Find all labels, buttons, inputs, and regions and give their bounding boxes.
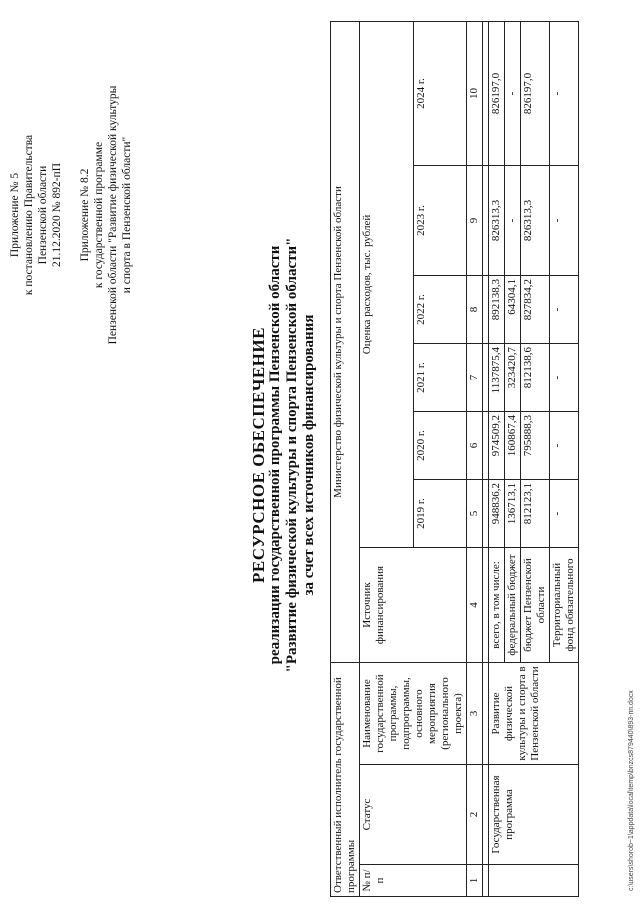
approval-line: Приложение № 5 <box>9 172 21 258</box>
header-status: Статус <box>360 765 467 865</box>
value-cell: 826197,0 <box>521 21 550 165</box>
column-number: 9 <box>467 166 483 276</box>
value-cell: 160867,4 <box>505 412 521 480</box>
value-cell: 795888,3 <box>521 412 550 480</box>
approval-line: Приложение № 8.2 <box>79 168 91 262</box>
value-cell: - <box>550 412 579 480</box>
value-cell: 826313,3 <box>521 166 550 276</box>
value-cell: 812138,6 <box>521 344 550 412</box>
value-cell: - <box>505 21 521 165</box>
value-cell: - <box>550 480 579 548</box>
value-cell: - <box>550 276 579 344</box>
value-cell: 826313,3 <box>489 166 505 276</box>
value-cell: 892138,3 <box>489 276 505 344</box>
value-cell: 323420,7 <box>505 344 521 412</box>
row-name: Развитие физической культуры и спорта в Пензенской области <box>489 663 579 765</box>
approval-line: к государственной программе <box>93 141 105 289</box>
header-num: № п/п <box>360 865 467 897</box>
value-cell: 64304,1 <box>505 276 521 344</box>
value-cell: 974509,2 <box>489 412 505 480</box>
value-cell: 948836,2 <box>489 480 505 548</box>
value-cell: 827834,2 <box>521 276 550 344</box>
value-cell: - <box>550 166 579 276</box>
column-number: 6 <box>467 412 483 480</box>
value-cell: 826197,0 <box>489 21 505 165</box>
year-header: 2022 г. <box>413 276 467 344</box>
source-cell: Территориальный фонд обязательного <box>550 548 579 663</box>
value-cell: - <box>550 21 579 165</box>
value-cell: 812123,1 <box>521 480 550 548</box>
approval-block <box>8 25 134 405</box>
document-title <box>250 65 318 845</box>
header-estimate: Оценка расходов, тыс. рублей <box>360 21 414 547</box>
executor-label: Ответственный исполнитель государственной программы <box>331 663 360 897</box>
title-line: за счет всех источников финансирования <box>301 314 317 596</box>
source-cell: бюджет Пензенской области <box>521 548 550 663</box>
title-line: РЕСУРСНОЕ ОБЕСПЕЧЕНИЕ <box>249 327 268 583</box>
column-number: 3 <box>467 663 483 765</box>
title-line: реализации государственной программы Пензенской области <box>267 245 283 665</box>
approval-line: 21.12.2020 № 892-пП <box>51 163 63 268</box>
column-number: 7 <box>467 344 483 412</box>
value-cell: - <box>505 166 521 276</box>
column-number: 5 <box>467 480 483 548</box>
file-path-footer: c:\users\shorob~1\appdata\local\temp\bnzcs879440\893-пп.docx <box>628 690 635 891</box>
source-cell: федеральный бюджет <box>505 548 521 663</box>
approval-line: Пензенской области <box>37 165 49 265</box>
approval-line: и спорта в Пензенской области" <box>121 136 133 294</box>
column-number: 4 <box>467 548 483 663</box>
column-number: 2 <box>467 765 483 865</box>
year-header: 2023 г. <box>413 166 467 276</box>
header-source: Источник финансирования <box>360 548 467 663</box>
row-num-cell <box>489 865 579 897</box>
value-cell: 136713,1 <box>505 480 521 548</box>
row-status: Государственная программа <box>489 765 579 865</box>
header-name: Наименование государственной программы, подпрограммы, основного мероприятия (регионального проекта) <box>360 663 467 765</box>
title-line: "Развитие физической культуры и спорта Пензенской области" <box>284 237 300 673</box>
year-header: 2021 г. <box>413 344 467 412</box>
column-number: 10 <box>467 21 483 165</box>
approval-line: к постановлению Правительства <box>23 134 35 296</box>
value-cell: 1137875,4 <box>489 344 505 412</box>
year-header: 2020 г. <box>413 412 467 480</box>
column-number: 8 <box>467 276 483 344</box>
value-cell: - <box>550 344 579 412</box>
year-header: 2019 г. <box>413 480 467 548</box>
executor-value: Министерство физической культуры и спорта Пензенской области <box>331 21 360 662</box>
column-number: 1 <box>467 865 483 897</box>
source-cell: всего, в том числе: <box>489 548 505 663</box>
approval-line: Пензенской области "Развитие физической культуры <box>107 85 119 345</box>
year-header: 2024 г. <box>413 21 467 165</box>
resources-table <box>330 21 579 897</box>
table-row <box>489 21 505 896</box>
